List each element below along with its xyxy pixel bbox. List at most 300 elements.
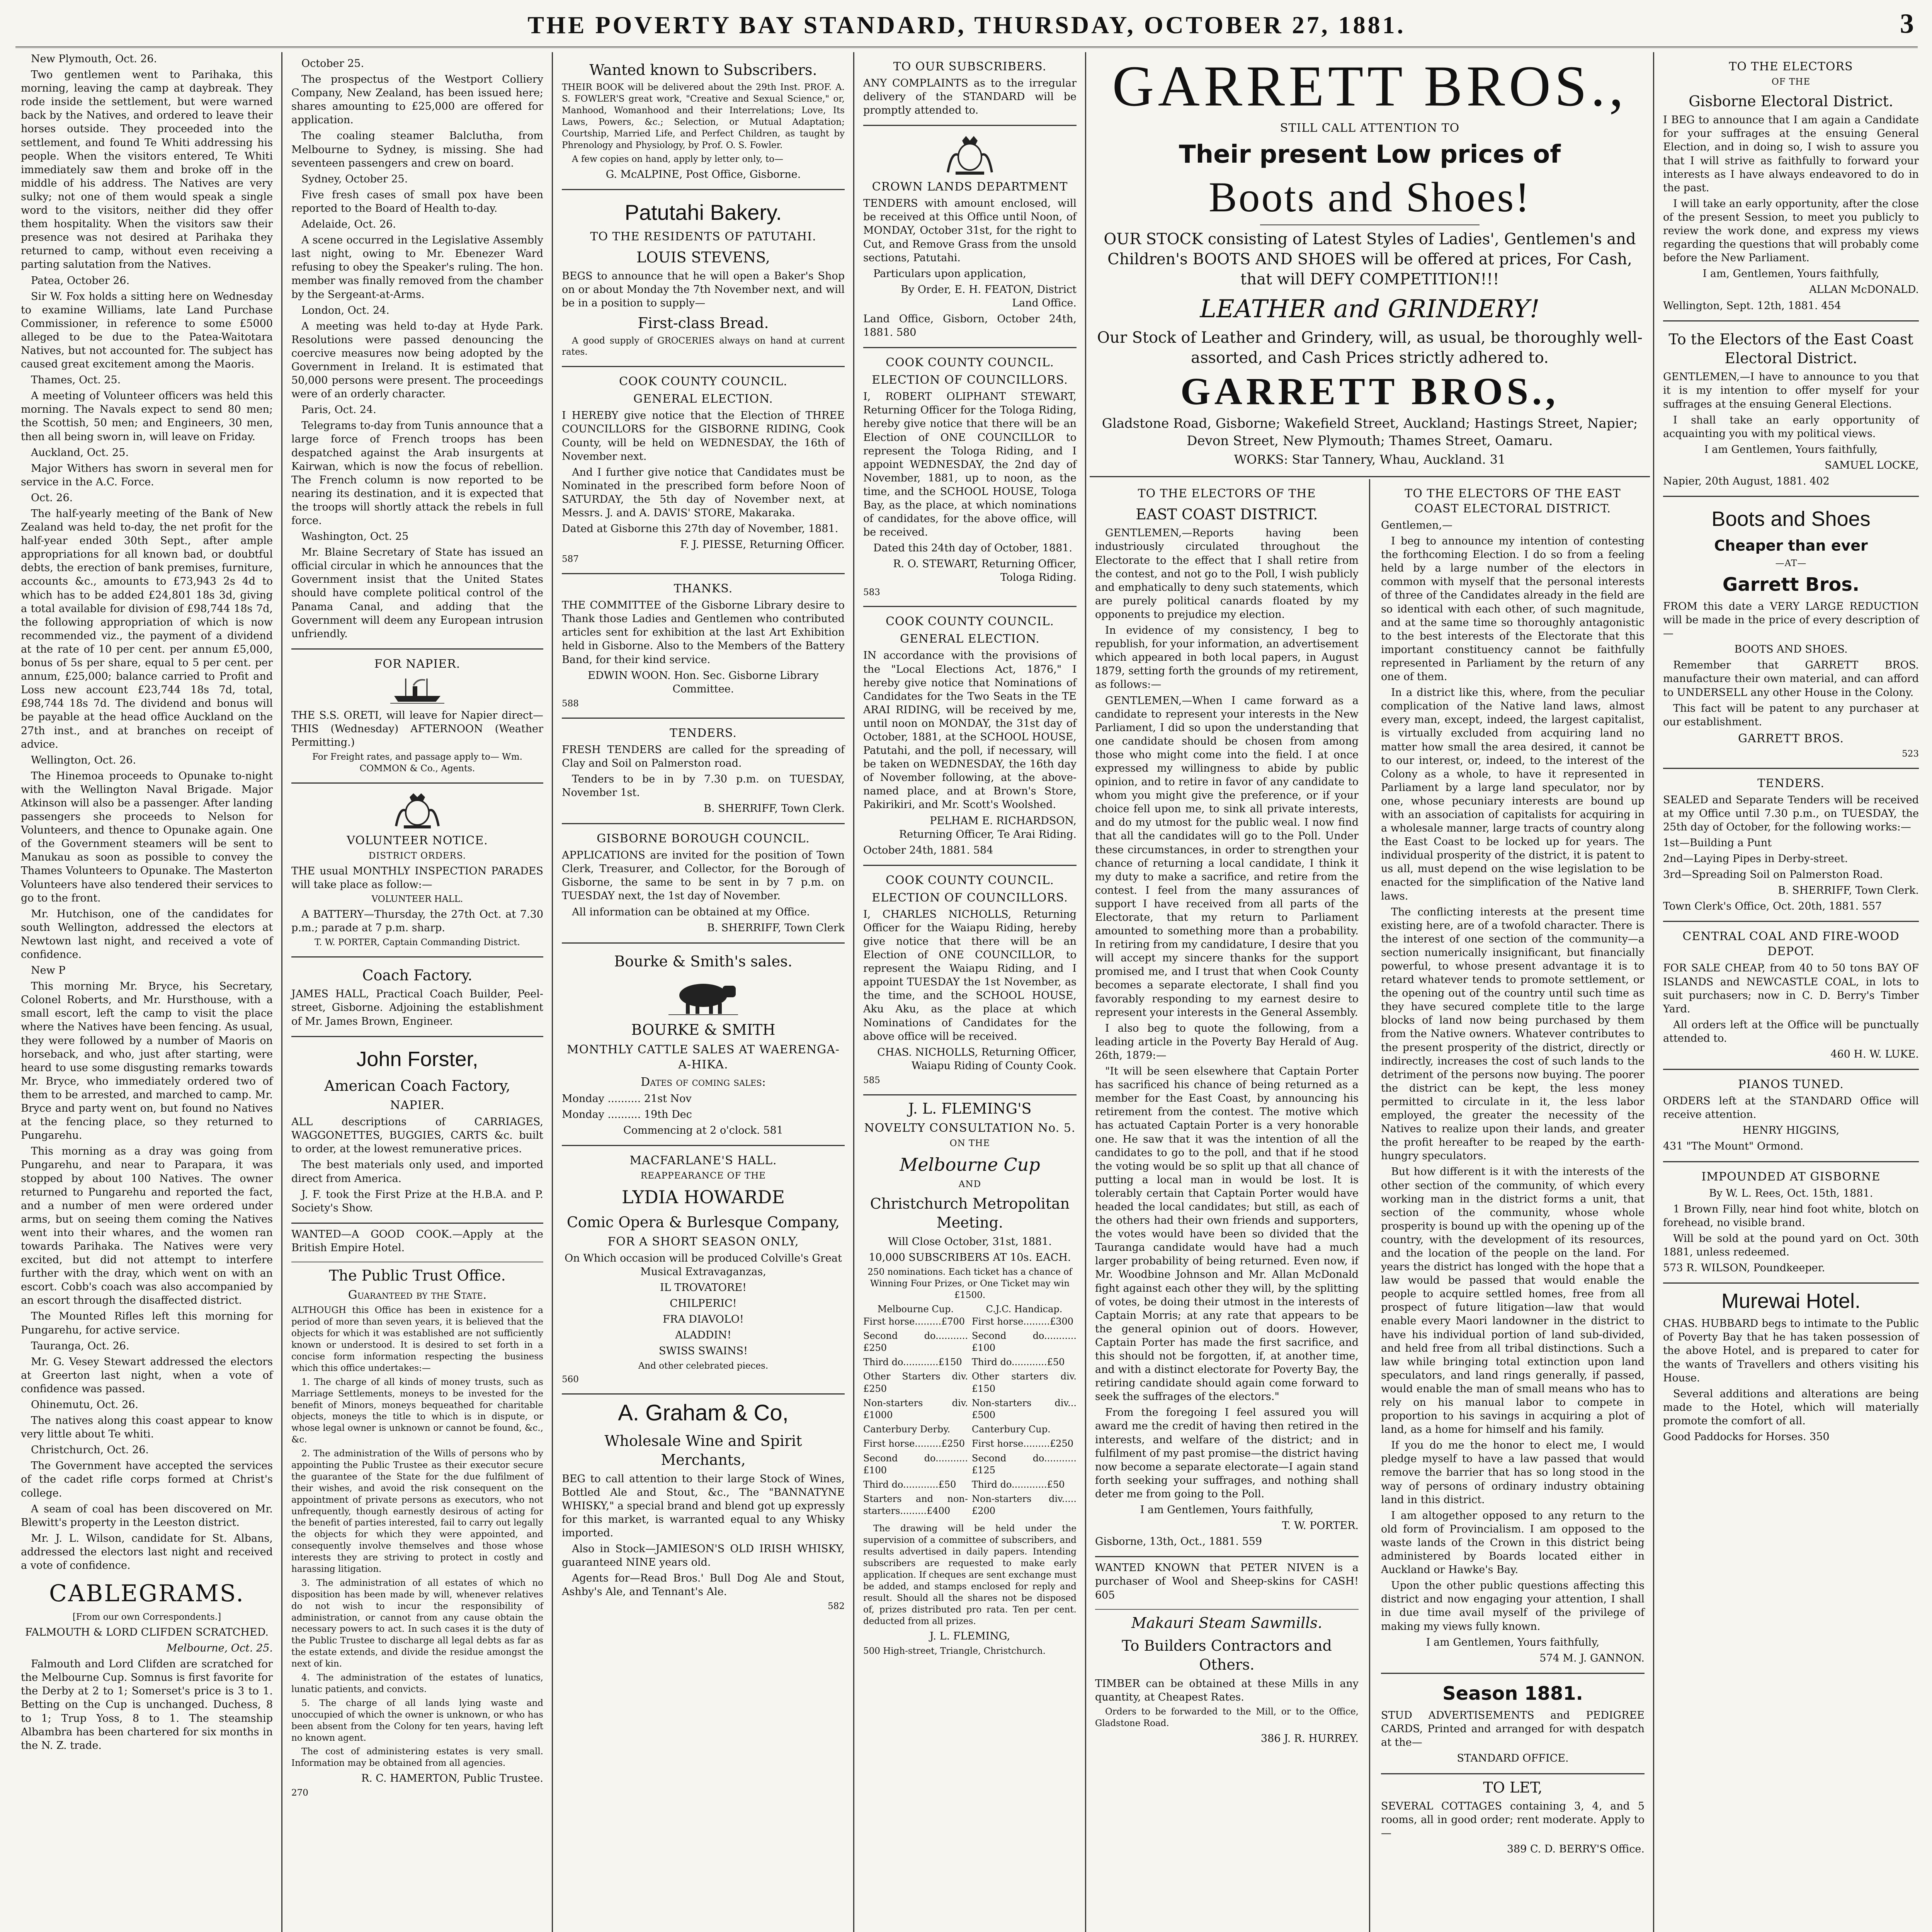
prize-right-rows xyxy=(972,1316,1077,1517)
fleming-text: The drawing will be held under the supervision of a committee of subscribers, and results advertised in daily papers. Intending subscribers are requested to make early application. If cheques are sent exchange must be added, and stamps enclosed for reply and result. Should all the shares not be disposed of, prizes distributed pro rata. Ten per cent. deducted from all prizes. xyxy=(863,1524,1077,1626)
mcd-text: I BEG to announce that I am again a Candidate for your suffrages at the ensuing General Election, and in doing so, I wish to assure you that I will strive as faithfully to forward your interests as I have always endeavored to do in the past. xyxy=(1663,114,1919,194)
ccc4-heading: COOK COUNTY COUNCIL. xyxy=(886,873,1054,887)
paragraph: Oct. 26. xyxy=(31,492,73,504)
garrett-stock-2: Our Stock of Leather and Grindery, will, as usual, be thoroughly well-assorted, and Cash Prices strictly adhered to. xyxy=(1097,329,1643,367)
paragraph: This morning Mr. Bryce, his Secretary, Colonel Roberts, and Mr. Hursthouse, with a small escort, left the camp to visit the place where the Natives have been fencing. As usual, they were followed by a number of Maoris on horseback, and who, just after starting, were heard to use some disgusting remarks towards Mr. Bryce, who immediately ordered two of them to be arrested, and marched to camp. Mr. Bryce and party went on, but found no Natives at the fencing place, so they returned to Pungarehu. xyxy=(21,980,273,1142)
coach-heading: Coach Factory. xyxy=(362,966,473,984)
murewai-heading: Murewai Hotel. xyxy=(1721,1289,1861,1313)
paragraph: Mr. J. L. Wilson, candidate for St. Albans, addressed the electors last night and received a vote of confidence. xyxy=(21,1532,273,1572)
subscribers-ad xyxy=(863,52,1077,126)
tolet-text: SEVERAL COTTAGES containing 3, 4, and 5 rooms, all in good order; rent moderate. Apply to— xyxy=(1381,1800,1645,1840)
tolet-heading: TO LET, xyxy=(1483,1779,1543,1796)
ccc2-signature: R. O. STEWART, Returning Officer, Tologa Riding. xyxy=(893,558,1077,584)
ccc3-date: October 24th, 1881. 584 xyxy=(863,844,993,856)
garrett-address: Gladstone Road, Gisborne; Wakefield Street, Auckland; Hastings Street, Napier; Devon Street, New Plymouth; Thames Street, Oamaru. xyxy=(1102,416,1638,449)
coal-depot-ad xyxy=(1663,922,1919,1070)
paragraph: Other Starters div. £250 xyxy=(863,1371,968,1394)
forster-ad xyxy=(291,1037,543,1224)
crown-lands-ad xyxy=(863,126,1077,348)
paragraph: 4. The administration of the estates of lunatics, lunatic patients, and convicts. xyxy=(291,1673,543,1694)
volunteer-text: THE usual MONTHLY INSPECTION PARADES will take place as follow:— xyxy=(291,865,543,891)
garrett-leather: LEATHER and GRINDERY! xyxy=(1200,295,1540,324)
cook-county-te-arai-ad xyxy=(863,607,1077,866)
coach-factory-ad xyxy=(291,957,543,1037)
crown-text: TENDERS with amount enclosed, will be received at this Office until Noon, of MONDAY, October 31st, for the right to Cut, and Remove Grass from the unsold sections, Patutahi. xyxy=(863,197,1077,264)
makauri-ad xyxy=(1095,1614,1359,1745)
coal-signature: 460 H. W. LUKE. xyxy=(1830,1048,1919,1061)
murewai-foot: Good Paddocks for Horses. 350 xyxy=(1663,1431,1830,1443)
fleming-address: 500 High-street, Triangle, Christchurch. xyxy=(863,1646,1046,1656)
paragraph: From the foregoing I feel assured you will award me the credit of having then retired in the interests, and welfare of the district; and in fulfilment of my past promise—the district having now become a separate electorate—I again stand forth seeking your suffrages, and nothing shall deter me from going to the Poll. xyxy=(1095,1406,1359,1500)
gbc-heading: GISBORNE BOROUGH COUNCIL. xyxy=(597,832,810,846)
tenders-text: FRESH TENDERS are called for the spreading of Clay and Soil on Palmerston road. xyxy=(562,743,845,769)
subs-text: ANY COMPLAINTS as to the irregular delivery of the STANDARD will be promptly attended to. xyxy=(863,77,1077,117)
paragraph: The coaling steamer Balclutha, from Melbourne to Sydney, is missing. She had seventeen passengers and crew on board. xyxy=(291,130,543,169)
mcd-date: Wellington, Sept. 12th, 1881. 454 xyxy=(1663,299,1841,312)
fleming-on: ON THE xyxy=(949,1138,990,1149)
paragraph: New Plymouth, Oct. 26. xyxy=(31,53,157,65)
bourke-smith-ad xyxy=(562,944,845,1146)
masthead xyxy=(15,4,1918,48)
paragraph: ALADDIN! xyxy=(675,1329,731,1342)
column-rule xyxy=(1653,52,1654,1932)
boots-heading: Boots and Shoes xyxy=(1711,507,1871,531)
volunteer-heading: VOLUNTEER NOTICE. xyxy=(347,833,488,847)
napier-text: THE S.S. ORETI, will leave for Napier direct— THIS (Wednesday) AFTERNOON (Weather Permitting.) xyxy=(291,709,543,749)
paragraph: 2. The administration of the Wills of persons who by appointing the Public Trustee as their executor secure the guarantee of the State for the due fulfilment of their wishes, and avoid the risk consequent on the appointment of private persons as executors, who not unfrequently, though earnestly desirous of acting for the benefit of parties interested, fail to carry out legally the objects for which they were appointed, and consequently involve themselves and those whose interests they are striving to protect in costly and harassing litigation. xyxy=(291,1449,543,1575)
paragraph: New P xyxy=(31,964,66,977)
paragraph: A meeting was held to-day at Hyde Park. Resolutions were passed denouncing the coercive measures now being adopted by the Government in Ireland. It is estimated that 50,000 persons were present. The proceedings were of an orderly character. xyxy=(291,320,543,400)
paragraph: I beg to announce my intention of contesting the forthcoming Election. I do so from a feeling held by a large number of the electors in common with myself that the personal interests of three of the Candidates already in the field are so identical with each other, of such magnitude, and at the same time so thoroughly antagonistic to the best interests of the Electorate that this important constituency cannot be faithfully represented in Parliament by the return of any one of them. xyxy=(1381,535,1645,683)
garrett-heading-2: GARRETT BROS., xyxy=(1180,370,1560,413)
tenders-signature: B. SHERRIFF, Town Clerk. xyxy=(704,803,845,815)
tend2-date: Town Clerk's Office, Oct. 20th, 1881. 557 xyxy=(1663,900,1882,913)
paragraph: A scene occurred in the Legislative Assembly last night, owing to Mr. Ebenezer Ward refusing to obey the Speaker's ruling. The hon. member was finally removed from the chamber by the Sergeant-at-Arms. xyxy=(291,234,543,301)
paragraph: Non-starters div... £500 xyxy=(972,1397,1077,1420)
paragraph: Other starters div. £150 xyxy=(972,1371,1077,1394)
coal-text-2: All orders left at the Office will be punctually attended to. xyxy=(1663,1019,1919,1044)
paragraph: Patea, October 26. xyxy=(31,274,130,287)
paragraph: Mr. Hutchison, one of the candidates for south Wellington, addressed the electors at Newtown last night, and received a vote of confidence. xyxy=(21,908,273,961)
forster-text-2: The best materials only used, and imported direct from America. xyxy=(291,1159,543,1185)
forster-text: ALL descriptions of CARRIAGES, WAGGONETTES, BUGGIES, CARTS &c. built to order, at the lowest remunerative prices. xyxy=(291,1116,543,1155)
volunteer-hall: VOLUNTEER HALL. xyxy=(371,894,463,904)
bourke-date-2: Monday .......... 19th Dec xyxy=(562,1108,692,1121)
paragraph: First horse.........£250 xyxy=(972,1438,1074,1449)
paragraph: But how different is it with the interests of the other section of the community, of which every working man in the district forms a unit, that section of the community, whose whole prosperity is bound up with the opening up of the country, with the development of its resources, and the location of the people on the land. For years the district has longed with the hope that a law would be passed that would enable the people to acquire settled homes, free from all prospect of future litigation—law that would enable every Maori landowner in the district to have his individual portion of land sub-divided, and held free from all tribal distinctions. Such a law while bringing total extinction upon land speculators, and land rings generally, if passed, would enable the man of small means who has to rely on his manual labor to compete in proportion to his savings in acquiring a plot of land, as a home for himself and his family. xyxy=(1381,1166,1645,1436)
bakery-to: TO THE RESIDENTS OF PATUTAHI. xyxy=(590,230,816,243)
garrett-bros-ad xyxy=(1090,52,1650,477)
bakery-heading: Patutahi Bakery. xyxy=(624,200,782,224)
pound-text-2: 1 Brown Filly, near hind foot white, blotch on forehead, no visible brand. xyxy=(1663,1203,1919,1229)
hall-foot: And other celebrated pieces. xyxy=(638,1361,769,1371)
niven-ad xyxy=(1095,1557,1359,1609)
steamship-icon xyxy=(390,675,444,706)
paragraph: In a district like this, where, from the peculiar complication of the Native land laws, almost every man, except, indeed, the largest capitalist, is virtually excluded from acquiring land no matter how small the area desired, it cannot be to our interest, or, indeed, to the interest of the Colony as a whole, to have it represented in Parliament by a large land speculator, nor by one, whose pecuniary interests are bound up with an association of capitalists for acquiring in a wholesale manner, large tracts of country along the East Coast to be locked up for years. The individual prosperity of the district, it is patent to us all, must depend on the wise legislation to be enacted for the simplification of the Native land laws. xyxy=(1381,687,1645,902)
hall-shows xyxy=(562,1281,845,1358)
coal-text: FOR SALE CHEAP, from 40 to 50 tons BAY OF ISLANDS and NEWCASTLE COAL, in lots to suit purchasers; now in C. D. Berry's Timber Yard. xyxy=(1663,962,1919,1015)
mcd-district: Gisborne Electoral District. xyxy=(1689,92,1893,110)
gannon-paragraphs xyxy=(1381,534,1645,1633)
paragraph: Sir W. Fox holds a sitting here on Wednesday to examine Williams, late Land Purchase Commissioner, in reference to some £5000 alleged to be due to the Patea-Waitotara Natives, but not accounted for. The subject has caused great excitement among the Maoris. xyxy=(21,290,273,371)
thanks-heading: THANKS. xyxy=(673,582,733,596)
tend2-items xyxy=(1663,836,1919,881)
boots-ref: 523 xyxy=(1902,748,1919,759)
ccc2-subheading: ELECTION OF COUNCILLORS. xyxy=(872,373,1068,387)
coal-heading: CENTRAL COAL AND FIRE-WOOD DEPOT. xyxy=(1682,930,1900,959)
crown-heading: CROWN LANDS DEPARTMENT xyxy=(872,180,1068,194)
gannon-salute: Gentlemen,— xyxy=(1381,519,1452,531)
paragraph: Sydney, October 25. xyxy=(301,173,408,185)
pound-signature: 573 R. WILSON, Poundkeeper. xyxy=(1663,1262,1825,1274)
porter-address xyxy=(1095,479,1359,1557)
tenders-heading: TENDERS. xyxy=(670,726,737,740)
paragraph: The Mounted Rifles left this morning for Pungarehu, for active service. xyxy=(21,1310,273,1336)
paragraph: Mr. G. Vesey Stewart addressed the electors at Greerton last night, when a vote of confidence was passed. xyxy=(21,1355,273,1395)
cablegrams-heading: CABLEGRAMS. xyxy=(49,1580,245,1607)
thanks-ref: 588 xyxy=(562,698,579,709)
ccc-ref: 587 xyxy=(562,554,579,565)
paragraph: A meeting of Volunteer officers was held this morning. The Navals expect to send 80 men; the Scottish, 50 men; and Engineers, 30 men, then all being sworn in, will leave on Friday. xyxy=(21,390,273,443)
wanted-text: THEIR BOOK will be delivered about the 29th Inst. PROF. A. S. FOWLER'S great work, "Creative and Sexual Science," or, Manhood, Womanhood and their Interrelations; Love, Its Laws, Powers, &c.; Selection, or Mutual Adaptation; Courtship, Married Life, and Perfect Children, as taught by Phrenology and Physiology, by Prof. O. S. Fowler. xyxy=(562,82,845,150)
divider xyxy=(1260,224,1480,225)
ccc-text-2: And I further give notice that Candidates must be Nominated in the prescribed form before Noon of SATURDAY, the 5th day of November next, at Messrs. J. and A. DAVIS' STORE, Makaraka. xyxy=(562,466,845,519)
paragraph: Paris, Oct. 24. xyxy=(301,404,376,416)
prize-left-heading: Melbourne Cup. xyxy=(877,1304,954,1315)
crown-date: Land Office, Gisborn, October 24th, 1881. 580 xyxy=(863,313,1077,339)
trust-text: ALTHOUGH this Office has been in existence for a period of more than seven years, it is believed that the objects for which it was established are not sufficiently known or understood. It is desired to set forth in a concise form information respecting the business which this office undertakes:— xyxy=(291,1305,543,1373)
tend2-text: SEALED and Separate Tenders will be received at my Office until 7.30 p.m., on TUESDAY, the 25th day of October, for the following works:— xyxy=(1663,794,1919,833)
fleming-close: Will Close October, 31st, 1881. xyxy=(888,1235,1052,1248)
season-office: STANDARD OFFICE. xyxy=(1457,1752,1569,1765)
hall-name: LYDIA HOWARDE xyxy=(622,1186,785,1208)
paragraph: I am altogether opposed to any return to the old form of Provincialism. I am opposed to the waste lands of the Crown in this district being administered by Boards located either in Auckland or Hawke's Bay. xyxy=(1381,1509,1645,1576)
tend2-signature: B. SHERRIFF, Town Clerk. xyxy=(1778,884,1919,897)
trust-heading: The Public Trust Office. xyxy=(329,1267,506,1284)
makauri-subheading: To Builders Contractors and Others. xyxy=(1122,1637,1332,1673)
trust-items xyxy=(291,1377,543,1769)
paragraph: SWISS SWAINS! xyxy=(658,1345,748,1357)
forster-place: NAPIER. xyxy=(390,1099,445,1112)
wanted-heading: Wanted known to Subscribers. xyxy=(589,61,817,78)
paragraph: Major Withers has sworn in several men for service in the A.C. Force. xyxy=(21,462,273,488)
locke-close: I am Gentlemen, Yours faithfully, xyxy=(1704,443,1878,456)
season-heading: Season 1881. xyxy=(1442,1682,1583,1704)
locke-address xyxy=(1663,321,1919,497)
paragraph: Second do...........£250 xyxy=(863,1330,968,1354)
column-rule xyxy=(552,52,553,1932)
paragraph: In evidence of my consistency, I beg to republish, for your information, an advertisement which appeared in both local papers, in August 1879, setting forth the grounds of my retirement, as follows:— xyxy=(1095,624,1359,691)
porter-signature: T. W. PORTER. xyxy=(1282,1520,1359,1532)
cablegrams-source: [From our own Correspondents.] xyxy=(72,1612,221,1622)
crown-signature: By Order, E. H. FEATON, District Land Office. xyxy=(901,283,1077,309)
volunteer-ad xyxy=(291,784,543,957)
piano-signature: HENRY HIGGINS, xyxy=(1742,1124,1840,1137)
paragraph: The prospectus of the Westport Colliery Company, New Zealand, has been issued here; shares amounting to £25,000 are offered for application. xyxy=(291,73,543,126)
porter-date: Gisborne, 13th, Oct., 1881. 559 xyxy=(1095,1536,1262,1548)
paragraph: GENTLEMEN,—When I came forward as a candidate to represent your interests in the New Parliament, I did so upon the understanding that one candidate should be chosen from among those who might come into the field. I at once expressed my willingness to abide by public opinion, and to retire in favor of any candidate to whom you might give the preference, or if your choice fell upon me, to sink all private interests, and do my utmost for the public weal. I now find that all the candidates will go to the Poll. Under these circumstances, in order to strengthen your chance of returning a local candidate, I think it my duty to make a sacrifice, and retire from the contest. I feel from the many assurances of support I have received from all parts of the Electorate, that my return to Parliament amounted to something more than a probability. In retiring from my candidature, I desire that you will accept my sincere thanks for the support promised me, and I trust that when Cook County becomes a separate electorate, I shall find you favorably responding to my earnest desire to represent your interests in the General Assembly. xyxy=(1095,694,1359,1019)
bakery-bread: First-class Bread. xyxy=(638,315,769,332)
graham-heading: A. Graham & Co, xyxy=(618,1400,789,1426)
tenders-text-2: Tenders to be in by 7.30 p.m. on TUESDAY, November 1st. xyxy=(562,773,845,799)
paragraph: October 25. xyxy=(301,58,364,70)
gbc-signature: B. SHERRIFF, Town Clerk xyxy=(707,922,845,934)
ccc3-heading: COOK COUNTY COUNCIL. xyxy=(886,615,1054,629)
pound-text-3: Will be sold at the pound yard on Oct. 30th 1881, unless redeemed. xyxy=(1663,1232,1919,1258)
paragraph: Upon the other public questions affecting this district and now engaging your attention, I shall in due time avail myself of the privilege of making my views fully known. xyxy=(1381,1580,1645,1633)
napier-heading: FOR NAPIER. xyxy=(374,657,461,671)
garrett-heading: GARRETT BROS., xyxy=(1112,54,1628,118)
hall-ref: 560 xyxy=(562,1374,579,1385)
niven-text: WANTED KNOWN that PETER NIVEN is a purchaser of Wool and Sheep-skins for CASH! 605 xyxy=(1095,1562,1359,1601)
porter-to: TO THE ELECTORS OF THE xyxy=(1138,487,1316,500)
ccc4-signature: CHAS. NICHOLLS, Returning Officer, Waiapu Riding of County Cook. xyxy=(877,1046,1077,1072)
gbc-text: APPLICATIONS are invited for the position of Town Clerk, Treasurer, and Collector, for the Borough of Gisborne, the same to be sent in by 7 p.m. on TUESDAY next, the 1st day of November. xyxy=(562,849,845,902)
forster-subheading: American Coach Factory, xyxy=(324,1077,510,1094)
paragraph: London, Oct. 24. xyxy=(301,304,389,316)
impounded-ad xyxy=(1663,1162,1919,1284)
gannon-signature: 574 M. J. GANNON. xyxy=(1539,1652,1645,1664)
thanks-text: THE COMMITTEE of the Gisborne Library desire to Thank those Ladies and Gentlemen who contributed articles sent for exhibition at the last Art Exhibition held in Gisborne. Also to the Members of the Battery Band, for their kind service. xyxy=(562,599,845,666)
prize-column-left xyxy=(863,1303,968,1519)
porter-close: I am Gentlemen, Yours faithfully, xyxy=(1140,1504,1314,1516)
fleming-heading: J. L. FLEMING'S xyxy=(908,1100,1032,1117)
paragraph: Starters and non-starters.........£400 xyxy=(863,1493,968,1517)
porter-district: EAST COAST DISTRICT. xyxy=(1136,506,1318,523)
boots-signature: GARRETT BROS. xyxy=(1738,731,1844,745)
locke-heading: To the Electors of the East Coast Electoral District. xyxy=(1668,330,1913,367)
mcdonald-address xyxy=(1663,52,1919,321)
paragraph: Second do...........£125 xyxy=(972,1452,1077,1476)
paragraph: CHILPERIC! xyxy=(670,1298,737,1310)
subs-heading: TO OUR SUBSCRIBERS. xyxy=(893,60,1047,73)
royal-crest-icon xyxy=(388,791,446,830)
paragraph: FRA DIAVOLO! xyxy=(663,1313,744,1326)
garrett-boots: Boots and Shoes! xyxy=(1209,173,1531,221)
ccc3-text: IN accordance with the provisions of the "Local Elections Act, 1876," I hereby give notice that Nominations of Candidates for the Two Seats in the TE ARAI RIDING, will be received by me, until noon on MONDAY, the 31st day of October, 1881, at the SCHOOL HOUSE, Patutahi, and the poll, if necessary, will be taken on WEDNESDAY, the 16th day of November following, at the above-named place, and at Brown's Store, Pakirikiri, and Mr. Scott's Woolshed. xyxy=(863,650,1077,811)
cablegrams-text: Falmouth and Lord Clifden are scratched for the Melbourne Cup. Somnus is first favorite for the Derby at 2 to 1; Somerset's price is 3 to 1. Betting on the Cup is unchanged. Duchess, 8 to 1; Trup Yoss, 8 to 1. The steamship Albambra has been chartered for six months in the N. Z. trade. xyxy=(21,1658,273,1752)
locke-text: GENTLEMEN,—I have to announce to you that it is my intention to offer myself for your suffrages at the ensuing General Elections. xyxy=(1663,371,1919,410)
makauri-text: TIMBER can be obtained at these Mills in any quantity, at Cheapest Rates. xyxy=(1095,1677,1359,1703)
hall-text: On Which occasion will be produced Colville's Great Musical Extravaganzas, xyxy=(565,1252,842,1278)
bull-icon xyxy=(665,974,742,1017)
cook-county-tologa-ad xyxy=(863,348,1077,607)
volunteer-battery: A BATTERY—Thursday, the 27th Oct. at 7.30 p.m.; parade at 7 p.m. sharp. xyxy=(291,908,543,934)
gisborne-borough-ad xyxy=(562,824,845,944)
piano-heading: PIANOS TUNED. xyxy=(1738,1078,1844,1092)
paragraph: A seam of coal has been discovered on Mr. Blewitt's property in the Leeston district. xyxy=(21,1503,273,1529)
paragraph: Wellington, Oct. 26. xyxy=(31,754,136,766)
masthead-title: THE POVERTY BAY STANDARD, THURSDAY, OCTOBER 27, 1881. xyxy=(527,11,1406,39)
piano-address: 431 "The Mount" Ormond. xyxy=(1663,1140,1804,1153)
fleming-subscribers: 10,000 SUBSCRIBERS AT 10s. EACH. xyxy=(869,1251,1071,1264)
paragraph: 3. The administration of all estates of which no disposition has been made by will, whenever relatives do not wish to incur the responsibility of administration, or cannot from any cause obtain the necessary powers to act. In such cases it is the duty of the Public Trustee to discharge all legal debts as far as the estate extends, and divide the residue amongst the next of kin. xyxy=(291,1578,543,1669)
bakery-text: BEGS to announce that he will open a Baker's Shop on or about Monday the 7th November next, and will be in a position to supply— xyxy=(562,270,845,310)
mcd-to: TO THE ELECTORS xyxy=(1729,60,1853,73)
news-paragraphs xyxy=(291,52,543,650)
column-ads-right xyxy=(1658,52,1924,1932)
murewai-text-2: Several additions and alterations are being made to the Hotel, which will materially promote the comfort of all. xyxy=(1663,1388,1919,1427)
wanted-known-ad xyxy=(562,52,845,190)
boots-text: FROM this date a VERY LARGE REDUCTION will be made in the price of every description of— xyxy=(1663,600,1919,640)
locke-text-2: I shall take an early opportunity of acquainting you with my political views. xyxy=(1663,414,1919,440)
tolet-signature: 389 C. D. BERRY'S Office. xyxy=(1507,1843,1645,1855)
ccc2-date: Dated this 24th day of October, 1881. xyxy=(873,542,1073,554)
ccc-signature: F. J. PIESSE, Returning Officer. xyxy=(680,539,845,551)
paragraph: If you do me the honor to elect me, I would pledge myself to have a law passed that would remove the barrier that has so long stood in the way of persons of ordinary industry obtaining land in this district. xyxy=(1381,1439,1645,1506)
thanks-signature: EDWIN WOON. Hon. Sec. Gisborne Library Committee. xyxy=(588,669,819,695)
pound-heading: IMPOUNDED AT GISBORNE xyxy=(1701,1170,1881,1184)
cablegrams-subheading: FALMOUTH & LORD CLIFDEN SCRATCHED. xyxy=(25,1626,269,1639)
ccc2-heading: COOK COUNTY COUNCIL. xyxy=(886,356,1054,370)
paragraph: This morning as a dray was going from Pungarehu, and near to Parapara, it was stopped by about 100 Natives. The owner returned to Pungarehu and reported the fact, and a number of men were ordered under arms, but on seeing them coming the Natives went into their whares, and the women ran towards Parihaka. The Natives were very excited, but did not attempt to interfere further with the dray, which went on with an escort. Cobb's coach was also accompanied by an escort through the disaffected district. xyxy=(21,1145,273,1307)
boots-name: Garrett Bros. xyxy=(1722,573,1860,595)
boots-items: BOOTS AND SHOES. xyxy=(1734,643,1848,656)
gbc-text-2: All information can be obtained at my Office. xyxy=(572,906,810,918)
ccc4-text: I, CHARLES NICHOLLS, Returning Officer for the Waiapu Riding, hereby give notice that there will be an Election of ONE COUNCILLOR, to represent the Waiapu Riding, and I appoint TUESDAY the 1st November, as the time, and the SCHOOL HOUSE, Aku Aku, as the place at which Nominations of Candidates for the above office will be received. xyxy=(863,908,1077,1043)
prize-table xyxy=(863,1303,1077,1519)
column-rule xyxy=(1085,52,1086,1932)
paragraph: Washington, Oct. 25 xyxy=(301,531,409,543)
murewai-hotel-ad xyxy=(1663,1287,1919,1444)
paragraph: Third do............£50 xyxy=(972,1357,1065,1368)
paragraph: I also beg to quote the following, from a leading article in the Poverty Bay Herald of Aug. 26th, 1879:— xyxy=(1095,1022,1359,1061)
tenders-ad xyxy=(562,719,845,824)
crown-text-2: Particulars upon application, xyxy=(873,267,1026,280)
paragraph: The Government have accepted the services of the cadet rifle corps formed at Christ's college. xyxy=(21,1460,273,1499)
column-news-telegrams xyxy=(15,52,278,1932)
season-text: STUD ADVERTISEMENTS and PEDIGREE CARDS, Printed and arranged for with despatch at the— xyxy=(1381,1709,1645,1749)
trust-signature: R. C. HAMERTON, Public Trustee. xyxy=(361,1772,543,1785)
hall-season: FOR A SHORT SEASON ONLY, xyxy=(607,1235,799,1248)
paragraph: First horse.........£700 xyxy=(863,1316,965,1327)
cook-county-waiapu-ad xyxy=(863,866,1077,1095)
mcd-of: OF THE xyxy=(1771,77,1811,87)
bakery-text-2: A good supply of GROCERIES always on hand at current rates. xyxy=(562,335,845,357)
murewai-text: CHAS. HUBBARD begs to intimate to the Public of Poverty Bay that he has taken possession of the above Hotel, and is prepared to cater for the wants of Travellers and others visiting his House. xyxy=(1663,1318,1919,1384)
ccc3-signature: PELHAM E. RICHARDSON, Returning Officer, Te Arai Riding. xyxy=(899,815,1077,840)
patutahi-bakery-ad xyxy=(562,190,845,367)
forster-text-3: J. F. took the First Prize at the H.B.A. and P. Society's Show. xyxy=(291,1188,543,1214)
ccc-heading: COOK COUNTY COUNCIL. xyxy=(619,375,787,389)
garrett-present: Their present Low prices of xyxy=(1179,140,1561,169)
fleming-nominations: 250 nominations. Each ticket has a chance of Winning Four Prizes, or One Ticket may win £1500. xyxy=(867,1267,1072,1300)
hall-heading: MACFARLANE'S HALL. xyxy=(629,1153,777,1167)
news-paragraphs xyxy=(21,52,273,1572)
macfarlanes-hall-ad xyxy=(562,1146,845,1395)
fleming-subheading: NOVELTY CONSULTATION No. 5. xyxy=(864,1121,1076,1135)
makauri-heading: Makauri Steam Sawmills. xyxy=(1131,1614,1322,1631)
paragraph: IL TROVATORE! xyxy=(660,1282,747,1294)
piano-text: ORDERS left at the STANDARD Office will receive attention. xyxy=(1663,1095,1919,1121)
gannon-to: TO THE ELECTORS OF THE EAST COAST ELECTORAL DISTRICT. xyxy=(1405,487,1621,515)
ccc-text: I HEREBY give notice that the Election of THREE COUNCILLORS for the GISBORNE RIDING, Cook County, will be held on WEDNESDAY, the 16th of November next. xyxy=(562,410,845,463)
wanted-signature: G. McALPINE, Post Office, Gisborne. xyxy=(605,168,801,180)
column-rule xyxy=(853,52,854,1932)
garrett-still: STILL CALL ATTENTION TO xyxy=(1280,121,1460,135)
prize-right-heading: C.J.C. Handicap. xyxy=(986,1304,1063,1315)
paragraph: The half-yearly meeting of the Bank of New Zealand was held to-day, the net profit for the half-year ended 30th Sept., after ample appropriations for all known bad, or doubtful debts, the erection of bank premises, furniture, accounts &c., amounts to £73,943 2s 4d to which has to be added £24,801 18s 3d, giving a total available for division of £98,744 18s 7d, the following appropriation of which is now recommended viz., the payment of a dividend at the rate of 10 per cent. per annum £5,000, bonus of 5s per share, equal to 5 per cent. per annum, £25,000; balance carried to Profit and Loss new account £23,744 18s 7d, total, £98,744 18s 7d. The dividend and bonus will be payable at the head office Auckland on the 27th inst., and at branches on receipt of advice. xyxy=(21,508,273,750)
paragraph: 1st—Building a Punt xyxy=(1663,837,1772,849)
fleming-and: AND xyxy=(958,1179,981,1189)
cook-wanted-ad xyxy=(291,1224,543,1262)
bourke-date-1: Monday .......... 21st Nov xyxy=(562,1092,692,1105)
bourke-name: BOURKE & SMITH xyxy=(631,1021,776,1039)
locke-date: Napier, 20th August, 1881. 402 xyxy=(1663,475,1830,488)
column-notices-b xyxy=(858,52,1082,1932)
cablegrams-dateline: Melbourne, Oct. 25. xyxy=(167,1642,273,1655)
volunteer-subheading: DISTRICT ORDERS. xyxy=(368,850,466,861)
ccc-date: Dated at Gisborne this 27th day of November, 1881. xyxy=(562,523,838,535)
paragraph: First horse.........£300 xyxy=(972,1316,1074,1327)
paragraph: Auckland, Oct. 25. xyxy=(31,446,129,459)
pianos-ad xyxy=(1663,1070,1919,1162)
paragraph: Five fresh cases of small pox have been reported to the Board of Health to-day. xyxy=(291,189,543,214)
bourke-time: Commencing at 2 o'clock. 581 xyxy=(623,1124,783,1136)
fleming-cup: Melbourne Cup xyxy=(900,1154,1040,1175)
paragraph: Thames, Oct. 25. xyxy=(31,374,121,386)
trust-ref: 270 xyxy=(291,1788,308,1798)
napier-ad xyxy=(291,650,543,784)
cook-text: WANTED—A GOOD COOK.—Apply at the British Empire Hotel. xyxy=(291,1228,543,1254)
tend2-heading: TENDERS. xyxy=(1757,776,1825,790)
to-let-ad xyxy=(1381,1778,1645,1856)
paragraph: Third do............£150 xyxy=(863,1357,962,1368)
paragraph: Adelaide, Oct. 26. xyxy=(301,218,396,231)
paragraph: The Hinemoa proceeds to Opunake to-night with the Wellington Naval Brigade. Major Atkinson will also be a passenger. After landing passengers she proceeds to Nelson for Volunteers, and thence to Opunake again. One of the Government steamers will be sent to Manukau as soon as possible to convey the Thames Volunteers to Opunake. The Masterton Volunteers have also tendered their services to go to the front. xyxy=(21,770,273,904)
graham-ad xyxy=(562,1398,845,1612)
paragraph: Mr. Blaine Secretary of State has issued an official circular in which he announces that the Government insist that the United States should have complete political control of the Panama Canal, and adding that the Government will deem any European intrusion unfriendly. xyxy=(291,546,543,640)
paragraph: Canterbury Cup. xyxy=(972,1424,1051,1435)
graham-ref: 582 xyxy=(828,1601,845,1612)
napier-freight: For Freight rates, and passage apply to— Wm. COMMON & Co., Agents. xyxy=(312,752,522,774)
makauri-signature: 386 J. R. HURREY. xyxy=(1260,1732,1359,1745)
paragraph: The cost of administering estates is very small. Information may be obtained from all agencies. xyxy=(291,1747,543,1769)
thanks-ad xyxy=(562,574,845,719)
paragraph: The conflicting interests at the present time existing here, are of a twofold character. There is the interest of one section of the community—a section numerically insignificant, but financially powerful, to whose present advantage it is to retard whatever tends to promote settlement, or the opening out of the country until such time as they have secured complete title to the large blocks of land now being purchased by them from the Native owners. Whatever contributes to the present prosperity of the district, directly or indirectly, increases the cost of such lands to the detriment of the persons now buying. The poorer the district can be kept, the less money permitted to circulate in it, the less labor employed, the greater the necessity of the Natives to realize upon their lands, and greater the profit hereafter to be reaped by the earth-hungry speculators. xyxy=(1381,906,1645,1162)
page-number: 3 xyxy=(1900,8,1914,39)
paragraph: GENTLEMEN,—Reports having been industriously circulated throughout the Electorate to the effect that I shall retire from the contest, and not go to the Poll, I wish publicly and emphatically to deny such statements, which are purely political canards floated by my opponents to prejudice my election. xyxy=(1095,527,1359,621)
boots-text-3: This fact will be patent to any purchaser at our establishment. xyxy=(1663,702,1919,728)
prize-left-rows xyxy=(863,1316,968,1517)
boots-subheading: Cheaper than ever xyxy=(1714,537,1868,554)
ccc4-ref: 585 xyxy=(863,1075,880,1085)
pound-text: By W. L. Rees, Oct. 15th, 1881. xyxy=(1709,1187,1873,1199)
porter-address-column xyxy=(1090,479,1364,1932)
column-telegrams-ads xyxy=(286,52,549,1932)
column-rule xyxy=(281,52,282,1932)
bourke-heading: Bourke & Smith's sales. xyxy=(614,952,793,970)
fleming-consultation-ad xyxy=(863,1099,1077,1657)
paragraph: Christchurch, Oct. 26. xyxy=(31,1444,149,1456)
paragraph: First horse.........£250 xyxy=(863,1438,965,1449)
fleming-meeting: Christchurch Metropolitan Meeting. xyxy=(870,1195,1070,1231)
public-trust-ad xyxy=(291,1266,543,1799)
trust-subheading: Guaranteed by the State. xyxy=(348,1288,487,1302)
paragraph: Canterbury Derby. xyxy=(863,1424,951,1435)
bakery-name: LOUIS STEVENS, xyxy=(636,248,770,266)
porter-paragraphs xyxy=(1095,526,1359,1501)
graham-text-3: Agents for—Read Bros.' Bull Dog Ale and Stout, Ashby's Ale, and Tennant's Ale. xyxy=(562,1572,845,1598)
paragraph: 5. The charge of all lands lying waste and unoccupied of which the owner is unknown, or who has been absent from the Colony for ten years, having left no known agent. xyxy=(291,1698,543,1743)
garrett-works: WORKS: Star Tannery, Whau, Auckland. 31 xyxy=(1234,452,1506,467)
paragraph: Telegrams to-day from Tunis announce that a large force of French troops has been despatched against the Arab insurgents at Kairwan, which is now the focus of rebellion. The French column is now reported to be nearing its destination, and it is expected that the troops will shortly attack the rebels in full force. xyxy=(291,420,543,527)
graham-text-2: Also in Stock—JAMIESON'S OLD IRISH WHISKY, guaranteed NINE years old. xyxy=(562,1543,845,1569)
ccc2-text: I, ROBERT OLIPHANT STEWART, Returning Officer for the Tologa Riding, hereby give notice that there will be an Election of ONE COUNCILLOR to represent the Tologa Riding, and I appoint WEDNESDAY, the 2nd day of November, 1881, up to noon, as the time, and the SCHOOL HOUSE, Tologa Bay, as the place, at which nominations of candidates, for the above office, will be received. xyxy=(863,391,1077,539)
season-ad xyxy=(1381,1674,1645,1774)
locke-signature: SAMUEL LOCKE, xyxy=(1825,459,1919,471)
column-notices-a xyxy=(556,52,850,1932)
